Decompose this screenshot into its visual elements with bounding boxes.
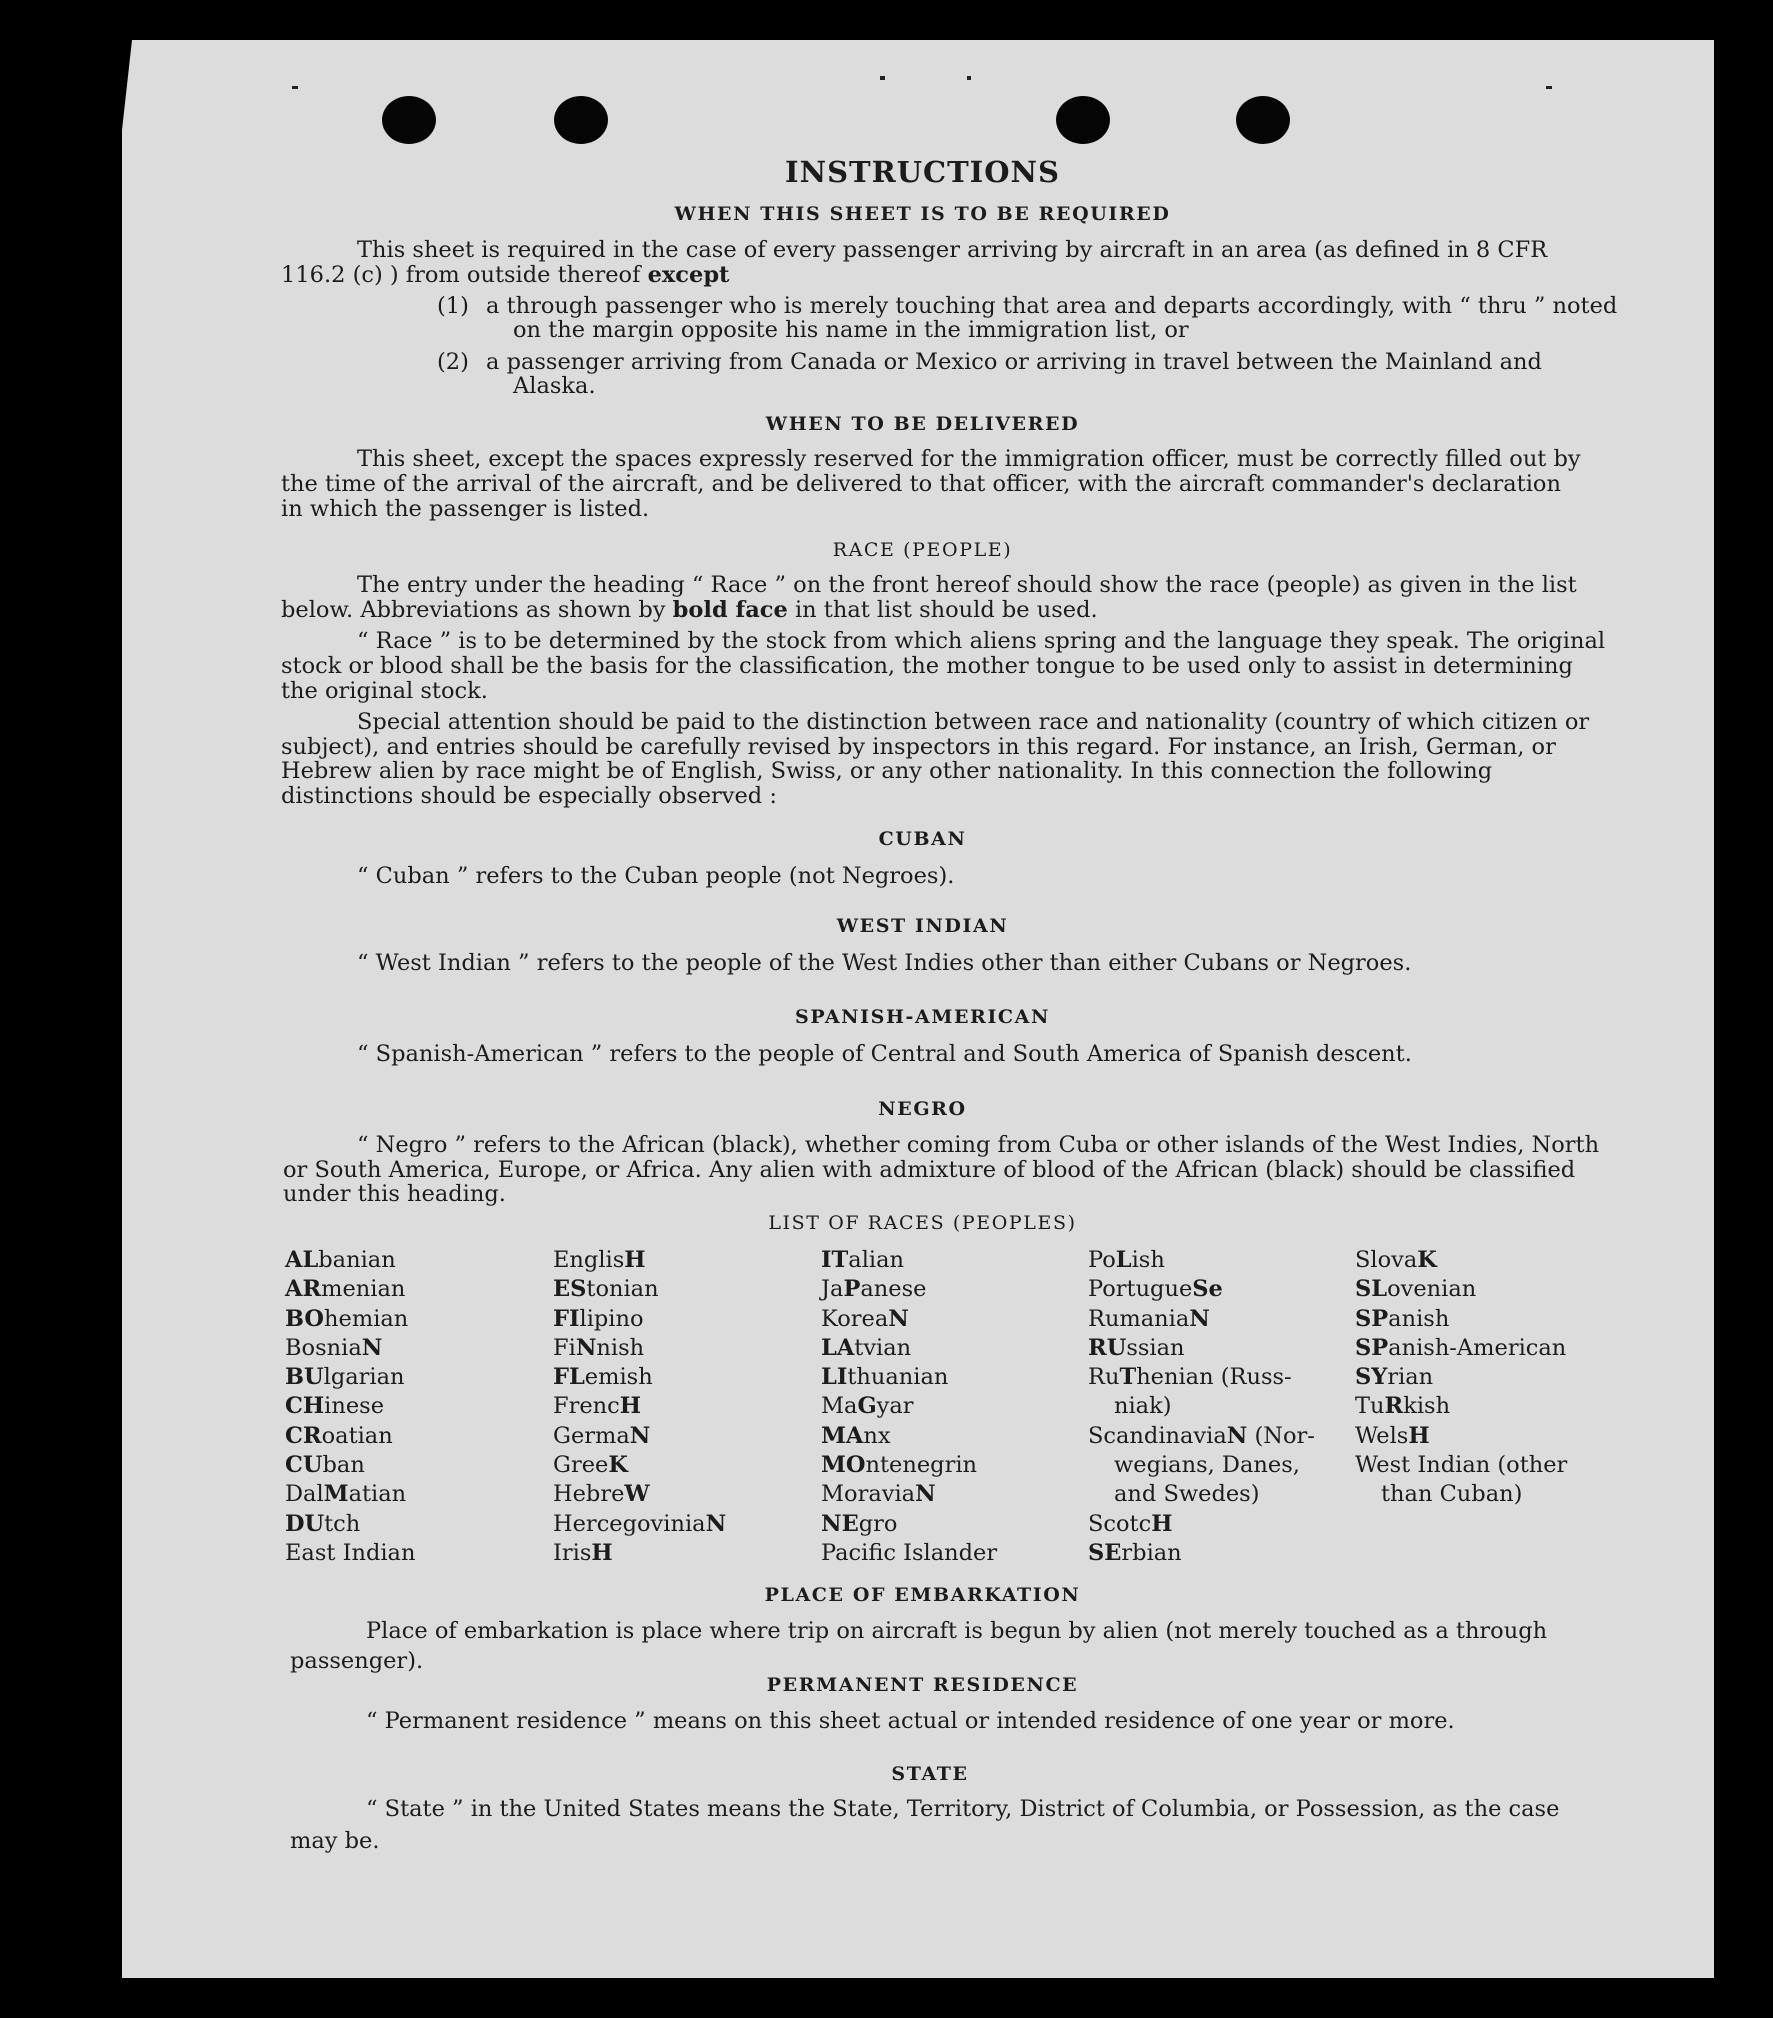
paragraph-line: The entry under the heading “ Race ” on the front hereof should show the race (people) as given in the list bbox=[357, 572, 1577, 598]
list-item-number: (1) bbox=[437, 293, 469, 319]
races-column bbox=[1088, 1246, 1315, 1568]
paragraph-line: the time of the arrival of the aircraft, and be delivered to that officer, with the aircraft commander's declaration bbox=[281, 471, 1561, 497]
paragraph-line: in which the passenger is listed. bbox=[281, 496, 650, 522]
race-entry bbox=[285, 1510, 415, 1539]
race-entry bbox=[1355, 1305, 1567, 1334]
race-abbreviation: H bbox=[1151, 1510, 1173, 1537]
race-abbreviation: CH bbox=[285, 1393, 325, 1420]
race-abbreviation: H bbox=[591, 1539, 613, 1566]
section-heading-when-delivered: WHEN TO BE DELIVERED bbox=[765, 413, 1080, 435]
paragraph-line: “ Permanent residence ” means on this sheet actual or intended residence of one year or more. bbox=[366, 1708, 1455, 1734]
race-entry bbox=[1088, 1275, 1315, 1304]
race-text: Fi bbox=[553, 1334, 576, 1361]
race-entry bbox=[553, 1510, 726, 1539]
race-text: ovenian bbox=[1387, 1276, 1477, 1303]
paragraph-line: “ Cuban ” refers to the Cuban people (not Negroes). bbox=[357, 863, 955, 889]
race-entry bbox=[1088, 1392, 1315, 1421]
punch-hole bbox=[554, 96, 608, 144]
race-text: Scandinavia bbox=[1088, 1422, 1227, 1449]
race-text: Tu bbox=[1355, 1393, 1385, 1420]
list-item-number: (2) bbox=[437, 349, 469, 375]
section-heading-race: RACE (PEOPLE) bbox=[832, 539, 1013, 561]
races-column bbox=[1355, 1246, 1567, 1510]
race-abbreviation: K bbox=[608, 1452, 628, 1479]
race-abbreviation: RU bbox=[1088, 1334, 1127, 1361]
race-abbreviation: N bbox=[575, 1334, 597, 1361]
race-entry bbox=[553, 1451, 726, 1480]
paragraph-line: Hebrew alien by race might be of English, Swiss, or any other nationality. In this connection the following bbox=[281, 758, 1493, 784]
text: in that list should be used. bbox=[794, 597, 1098, 623]
race-text: Scotc bbox=[1088, 1510, 1152, 1537]
paragraph-line: Special attention should be paid to the distinction between race and nationality (country of which citizen or bbox=[357, 709, 1590, 735]
speck bbox=[292, 86, 298, 89]
paragraph-line: passenger). bbox=[290, 1648, 424, 1674]
race-text: Portugue bbox=[1088, 1276, 1193, 1303]
race-abbreviation: N bbox=[888, 1305, 909, 1332]
race-abbreviation: BU bbox=[285, 1364, 324, 1391]
race-text: than Cuban) bbox=[1381, 1481, 1523, 1508]
race-text: and Swedes) bbox=[1114, 1481, 1260, 1508]
race-entry bbox=[1088, 1422, 1315, 1451]
race-text: ntenegrin bbox=[865, 1452, 978, 1479]
race-text: Korea bbox=[821, 1305, 889, 1332]
section-heading-west-indian: WEST INDIAN bbox=[836, 915, 1009, 937]
race-abbreviation: R bbox=[1384, 1393, 1404, 1420]
race-abbreviation: LA bbox=[821, 1334, 855, 1361]
paragraph-line: “ Spanish-American ” refers to the people of Central and South America of Spanish descent. bbox=[357, 1041, 1412, 1067]
race-text: Germa bbox=[553, 1422, 630, 1449]
race-entry bbox=[1088, 1510, 1315, 1539]
race-entry bbox=[1088, 1451, 1315, 1480]
section-heading-negro: NEGRO bbox=[878, 1098, 967, 1120]
race-entry bbox=[285, 1451, 415, 1480]
race-entry bbox=[821, 1305, 997, 1334]
race-text: banian bbox=[318, 1247, 396, 1273]
race-text: Hebre bbox=[553, 1481, 625, 1508]
race-abbreviation: AR bbox=[285, 1276, 322, 1303]
race-text: Dal bbox=[285, 1481, 324, 1508]
race-entry bbox=[1088, 1334, 1315, 1363]
race-entry bbox=[1355, 1246, 1567, 1275]
race-abbreviation: M bbox=[323, 1481, 349, 1508]
race-entry bbox=[285, 1363, 415, 1392]
paragraph-line: stock or blood shall be the basis for the classification, the mother tongue to be used only to assist in determining bbox=[281, 653, 1573, 679]
race-text: East Indian bbox=[285, 1539, 416, 1566]
paragraph-line: subject), and entries should be carefully revised by inspectors in this regard. For instance, an Irish, German, or bbox=[281, 734, 1556, 760]
paragraph-line: This sheet, except the spaces expressly reserved for the immigration officer, must be correctly filled out by bbox=[357, 446, 1581, 472]
race-entry bbox=[1355, 1275, 1567, 1304]
list-item-line: on the margin opposite his name in the immigration list, or bbox=[513, 317, 1189, 343]
race-text: Gree bbox=[553, 1452, 609, 1479]
race-text: Frenc bbox=[553, 1393, 620, 1420]
race-text: tvian bbox=[854, 1334, 912, 1361]
paragraph-line: “ West Indian ” refers to the people of the West Indies other than either Cubans or Negroes. bbox=[357, 950, 1412, 976]
bold-text: except bbox=[647, 262, 730, 288]
race-abbreviation: FL bbox=[553, 1364, 585, 1391]
section-heading-embarkation: PLACE OF EMBARKATION bbox=[764, 1584, 1081, 1606]
list-item-line: a through passenger who is merely touching that area and departs accordingly, with “ thru ” noted bbox=[486, 293, 1618, 319]
paragraph-line: “ State ” in the United States means the State, Territory, District of Columbia, or Possession, as the case bbox=[366, 1796, 1560, 1822]
punch-hole bbox=[1056, 96, 1110, 144]
race-abbreviation: ES bbox=[553, 1276, 587, 1303]
race-entry bbox=[285, 1422, 415, 1451]
section-heading-permanent-residence: PERMANENT RESIDENCE bbox=[766, 1674, 1079, 1696]
race-text: emish bbox=[584, 1364, 653, 1391]
race-entry bbox=[553, 1305, 726, 1334]
race-abbreviation: CR bbox=[285, 1422, 322, 1449]
race-abbreviation: MO bbox=[821, 1452, 866, 1479]
race-entry bbox=[1088, 1539, 1315, 1568]
race-text: Slova bbox=[1355, 1247, 1418, 1273]
race-text: wegians, Danes, bbox=[1114, 1452, 1300, 1479]
race-text: anese bbox=[860, 1276, 927, 1303]
race-text: niak) bbox=[1114, 1393, 1172, 1420]
page-title: INSTRUCTIONS bbox=[785, 155, 1060, 189]
race-abbreviation: N bbox=[1189, 1305, 1210, 1332]
text: below. Abbreviations as shown by bbox=[281, 597, 666, 623]
race-abbreviation: N bbox=[915, 1481, 936, 1508]
races-column bbox=[285, 1246, 415, 1568]
race-entry bbox=[1088, 1246, 1315, 1275]
section-heading-when-required: WHEN THIS SHEET IS TO BE REQUIRED bbox=[674, 203, 1171, 225]
race-text: inese bbox=[324, 1393, 385, 1420]
race-entry bbox=[285, 1392, 415, 1421]
race-entry bbox=[553, 1275, 726, 1304]
race-entry bbox=[821, 1480, 997, 1509]
race-entry bbox=[285, 1334, 415, 1363]
race-abbreviation: N bbox=[361, 1334, 383, 1361]
section-heading-cuban: CUBAN bbox=[878, 828, 967, 850]
race-text: Ru bbox=[1088, 1364, 1120, 1391]
race-entry bbox=[821, 1275, 997, 1304]
race-text: tonian bbox=[586, 1276, 659, 1303]
race-entry bbox=[1355, 1480, 1567, 1509]
race-entry bbox=[1088, 1363, 1315, 1392]
race-text: West Indian (other bbox=[1355, 1452, 1568, 1479]
race-entry bbox=[285, 1539, 415, 1568]
paragraph-line bbox=[281, 598, 1098, 623]
race-entry bbox=[553, 1422, 726, 1451]
race-text: Po bbox=[1088, 1247, 1116, 1273]
speck bbox=[967, 76, 971, 80]
paragraph-line: or South America, Europe, or Africa. Any alien with admixture of blood of the African (black) should be classified bbox=[283, 1157, 1576, 1183]
race-text: tch bbox=[324, 1510, 361, 1537]
bold-text: bold face bbox=[672, 597, 788, 623]
section-heading-spanish-american: SPANISH-AMERICAN bbox=[795, 1006, 1050, 1028]
race-entry bbox=[553, 1539, 726, 1568]
race-entry bbox=[1355, 1422, 1567, 1451]
race-entry bbox=[821, 1246, 997, 1275]
race-entry bbox=[1355, 1334, 1567, 1363]
paragraph-line: may be. bbox=[290, 1828, 380, 1854]
race-entry bbox=[821, 1510, 997, 1539]
races-column bbox=[553, 1246, 726, 1568]
race-abbreviation: SP bbox=[1355, 1334, 1389, 1361]
race-entry bbox=[821, 1334, 997, 1363]
race-entry bbox=[553, 1363, 726, 1392]
race-abbreviation: L bbox=[1115, 1247, 1132, 1273]
race-abbreviation: SP bbox=[1355, 1305, 1389, 1332]
paragraph-line: This sheet is required in the case of every passenger arriving by aircraft in an area (as defined in 8 CFR bbox=[357, 237, 1548, 263]
speck bbox=[1546, 86, 1552, 89]
race-abbreviation: CU bbox=[285, 1452, 323, 1479]
race-text: Wels bbox=[1355, 1422, 1409, 1449]
list-item-line: Alaska. bbox=[513, 373, 596, 399]
race-text: ssian bbox=[1126, 1334, 1185, 1361]
race-text: ban bbox=[322, 1452, 365, 1479]
race-text: Bosnia bbox=[285, 1334, 362, 1361]
race-abbreviation: H bbox=[619, 1393, 642, 1420]
race-abbreviation: BO bbox=[285, 1305, 325, 1332]
race-abbreviation: IT bbox=[821, 1247, 849, 1273]
race-text: anish bbox=[1388, 1305, 1450, 1332]
race-entry bbox=[1088, 1305, 1315, 1334]
race-abbreviation: K bbox=[1417, 1247, 1437, 1273]
race-abbreviation: NE bbox=[821, 1510, 859, 1537]
speck bbox=[880, 76, 885, 80]
race-text: menian bbox=[321, 1276, 406, 1303]
race-text: Moravia bbox=[821, 1481, 916, 1508]
race-entry bbox=[821, 1422, 997, 1451]
race-text: anish-American bbox=[1388, 1334, 1567, 1361]
paragraph-line bbox=[281, 263, 729, 288]
race-abbreviation: H bbox=[624, 1247, 646, 1273]
list-item-line: a passenger arriving from Canada or Mexico or arriving in travel between the Mainland and bbox=[486, 349, 1542, 375]
race-abbreviation: T bbox=[1119, 1364, 1137, 1391]
race-text: Hercegovinia bbox=[553, 1510, 706, 1537]
race-entry bbox=[553, 1246, 726, 1275]
race-text: Pacific Islander bbox=[821, 1539, 998, 1566]
race-text: atian bbox=[348, 1481, 407, 1508]
race-text: rian bbox=[1387, 1364, 1434, 1391]
paragraph-line: Place of embarkation is place where trip on aircraft is begun by alien (not merely touched as a through bbox=[366, 1618, 1548, 1644]
section-heading-list-of-races: LIST OF RACES (PEOPLES) bbox=[768, 1212, 1077, 1234]
race-entry bbox=[821, 1539, 997, 1568]
race-entry bbox=[821, 1363, 997, 1392]
race-abbreviation: Se bbox=[1192, 1276, 1223, 1303]
race-entry bbox=[553, 1480, 726, 1509]
race-text: alian bbox=[848, 1247, 904, 1273]
race-text: hemian bbox=[324, 1305, 409, 1332]
race-text: gro bbox=[858, 1510, 898, 1537]
race-entry bbox=[285, 1246, 415, 1275]
race-abbreviation: MA bbox=[821, 1422, 864, 1449]
race-entry bbox=[285, 1305, 415, 1334]
race-entry bbox=[285, 1275, 415, 1304]
race-abbreviation: FI bbox=[553, 1305, 580, 1332]
paragraph-line: distinctions should be especially observed : bbox=[281, 783, 777, 809]
paragraph-line: the original stock. bbox=[281, 678, 488, 704]
section-heading-state: STATE bbox=[891, 1763, 969, 1785]
race-text: oatian bbox=[321, 1422, 393, 1449]
race-entry bbox=[821, 1451, 997, 1480]
race-text: Ja bbox=[821, 1276, 844, 1303]
race-text: (Nor- bbox=[1247, 1422, 1315, 1449]
race-abbreviation: G bbox=[857, 1393, 877, 1420]
race-text: ish bbox=[1131, 1247, 1165, 1273]
paragraph-line: under this heading. bbox=[283, 1181, 506, 1207]
race-entry bbox=[1355, 1363, 1567, 1392]
text: 116.2 (c) ) from outside thereof bbox=[281, 262, 641, 288]
paragraph-line: “ Race ” is to be determined by the stock from which aliens spring and the language they speak. The original bbox=[357, 628, 1606, 654]
race-entry bbox=[1355, 1392, 1567, 1421]
race-abbreviation: SY bbox=[1355, 1364, 1388, 1391]
race-text: Englis bbox=[553, 1247, 625, 1273]
race-text: lipino bbox=[579, 1305, 644, 1332]
race-abbreviation: DU bbox=[285, 1510, 325, 1537]
race-abbreviation: SL bbox=[1355, 1276, 1388, 1303]
punch-hole bbox=[382, 96, 436, 144]
race-entry bbox=[553, 1334, 726, 1363]
race-text: yar bbox=[876, 1393, 914, 1420]
race-abbreviation: P bbox=[843, 1276, 861, 1303]
race-text: lgarian bbox=[323, 1364, 405, 1391]
race-text: Ma bbox=[821, 1393, 858, 1420]
race-entry bbox=[1355, 1451, 1567, 1480]
race-abbreviation: N bbox=[1226, 1422, 1248, 1449]
paragraph-line: “ Negro ” refers to the African (black), whether coming from Cuba or other islands of the West Indies, North bbox=[357, 1132, 1600, 1158]
race-entry bbox=[285, 1480, 415, 1509]
race-abbreviation: SE bbox=[1088, 1539, 1122, 1566]
race-entry bbox=[553, 1392, 726, 1421]
race-abbreviation: W bbox=[624, 1481, 650, 1508]
race-text: rbian bbox=[1121, 1539, 1182, 1566]
punch-hole bbox=[1236, 96, 1290, 144]
race-abbreviation: AL bbox=[285, 1247, 319, 1273]
race-entry bbox=[821, 1392, 997, 1421]
race-abbreviation: N bbox=[705, 1510, 727, 1537]
race-text: Rumania bbox=[1088, 1305, 1190, 1332]
race-text: nish bbox=[596, 1334, 645, 1361]
race-abbreviation: H bbox=[1408, 1422, 1430, 1449]
race-text: nx bbox=[863, 1422, 891, 1449]
race-text: Iris bbox=[553, 1539, 592, 1566]
race-abbreviation: N bbox=[629, 1422, 651, 1449]
race-text: kish bbox=[1403, 1393, 1451, 1420]
race-text: thuanian bbox=[847, 1364, 949, 1391]
race-entry bbox=[1088, 1480, 1315, 1509]
races-column bbox=[821, 1246, 997, 1568]
race-text: henian (Russ- bbox=[1136, 1364, 1292, 1391]
race-abbreviation: LI bbox=[821, 1364, 848, 1391]
